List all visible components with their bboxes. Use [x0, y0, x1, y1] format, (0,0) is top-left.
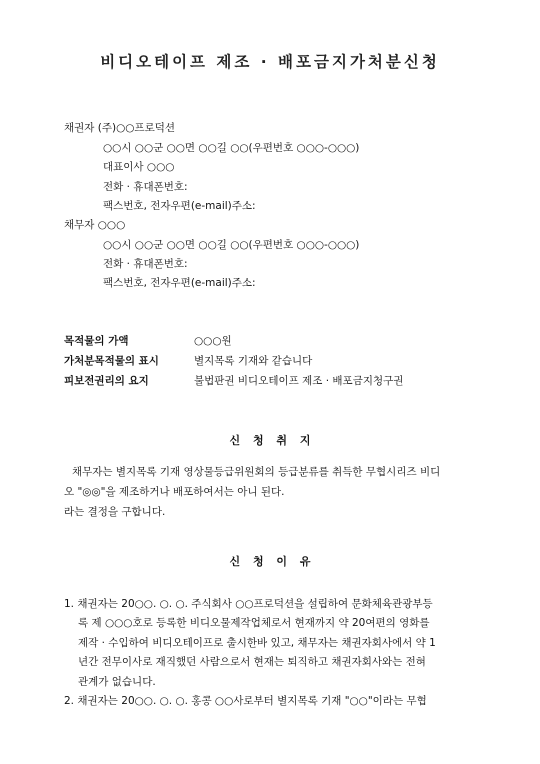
purpose-heading: 신 청 취 지	[229, 434, 311, 447]
reasons-line: 1. 채권자는 20○○. ○. ○. 주식회사 ○○프로덕션을 설립하여 문화체육관광부등	[64, 598, 433, 610]
debtor-fax-email: 팩스번호, 전자우편(e-mail)주소:	[103, 277, 256, 289]
summary-value: 별지목록 기재와 같습니다	[194, 355, 313, 367]
purpose-line: 오 "◎◎"을 제조하거나 배포하여서는 아니 된다.	[64, 486, 285, 498]
reasons-heading: 신 청 이 유	[229, 555, 311, 568]
summary-value: ○○○원	[194, 335, 232, 347]
creditor-phone: 전화 · 휴대폰번호:	[103, 181, 188, 193]
creditor-fax-email: 팩스번호, 전자우편(e-mail)주소:	[103, 200, 256, 212]
summary-label: 가처분목적물의 표시	[64, 355, 159, 367]
reasons-line: 2. 채권자는 20○○. ○. ○. 홍콩 ○○사로부터 별지목록 기재 "○○"이라는 무협	[64, 695, 427, 707]
summary-label: 목적물의 가액	[64, 335, 129, 347]
debtor-name: 채무자 ○○○	[64, 219, 126, 231]
creditor-representative: 대표이사 ○○○	[103, 161, 175, 173]
debtor-address: ○○시 ○○군 ○○면 ○○길 ○○(우편번호 ○○○-○○○)	[103, 239, 360, 251]
purpose-line: 라는 결정을 구합니다.	[64, 506, 166, 518]
document-title: 비디오테이프 제조 · 배포금지가처분신청	[100, 53, 440, 71]
reasons-line: 제작 · 수입하여 비디오테이프로 출시한바 있고, 채무자는 채권자회사에서 약 1	[78, 637, 436, 649]
summary-label: 피보전권리의 요지	[64, 375, 149, 387]
creditor-address: ○○시 ○○군 ○○면 ○○길 ○○(우편번호 ○○○-○○○)	[103, 142, 360, 154]
purpose-line: 채무자는 별지목록 기재 영상물등급위원회의 등급분류를 취득한 무협시리즈 비디	[72, 466, 441, 478]
reasons-line: 년간 전무이사로 재직했던 사람으로서 현재는 퇴직하고 채권자회사와는 전혀	[78, 656, 426, 668]
reasons-line: 관계가 없습니다.	[78, 676, 156, 688]
creditor-name: 채권자 (주)○○프로덕션	[64, 122, 175, 134]
debtor-phone: 전화 · 휴대폰번호:	[103, 258, 188, 270]
reasons-line: 록 제 ○○○호로 등록한 비디오물제작업체로서 현재까지 약 20여편의 영화를	[78, 617, 430, 629]
summary-value: 불법판권 비디오테이프 제조 · 배포금지청구권	[194, 375, 404, 387]
